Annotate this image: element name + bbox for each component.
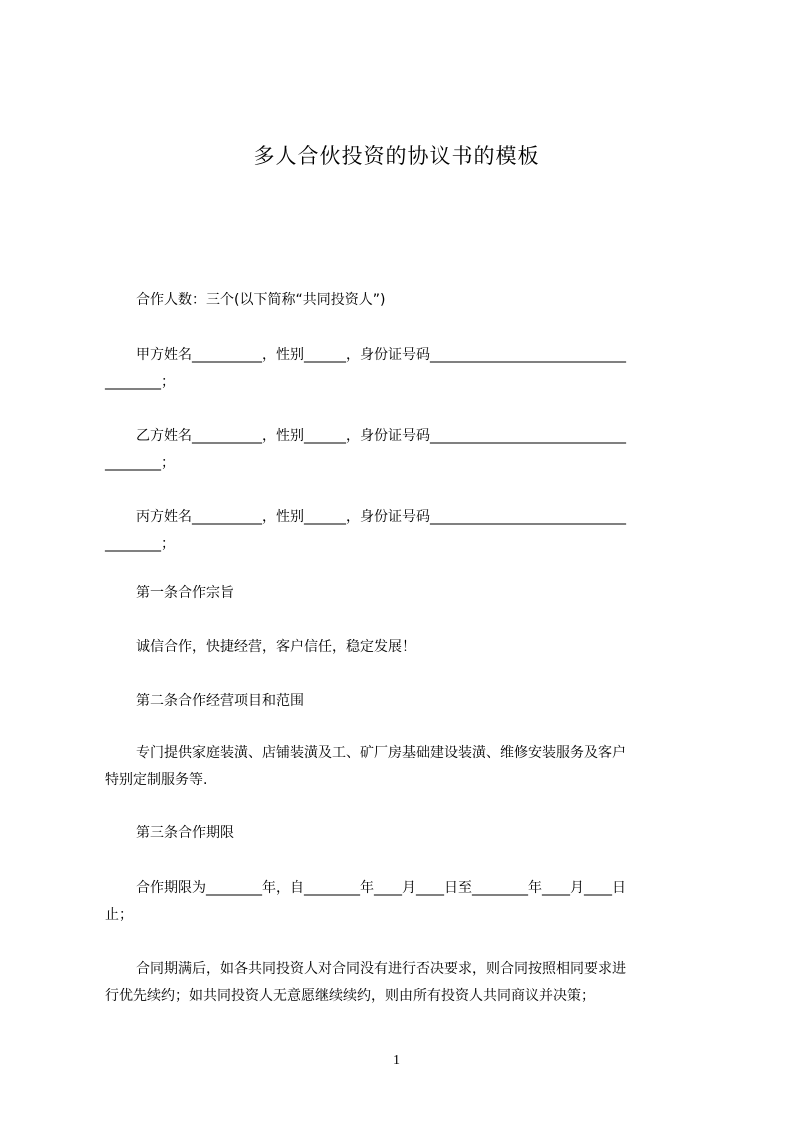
paragraph-article-2-cont: 特别定制服务等. [105, 772, 208, 788]
heading-article-1: 第一条合作宗旨 [136, 585, 234, 601]
heading-article-3: 第三条合作期限 [136, 825, 234, 841]
paragraph-party-c: 丙方姓名__________，性别______，身份证号码____________________________ [136, 509, 626, 525]
paragraph-party-a: 甲方姓名__________，性别______，身份证号码____________________________ [136, 347, 626, 363]
paragraph-article-3-renewal-cont: 行优先续约；如共同投资人无意愿继续续约，则由所有投资人共同商议并决策； [105, 988, 595, 1004]
document-title: 多人合伙投资的协议书的模板 [253, 144, 540, 168]
paragraph-party-b: 乙方姓名__________，性别______，身份证号码____________________________ [136, 428, 626, 444]
heading-article-2: 第二条合作经营项目和范围 [136, 693, 304, 709]
paragraph-article-3-term-cont: 止； [105, 907, 133, 923]
paragraph-article-1: 诚信合作，快捷经营，客户信任，稳定发展！ [136, 639, 416, 655]
paragraph-party-b-cont: ________； [105, 455, 175, 471]
paragraph-party-a-cont: ________； [105, 374, 175, 390]
paragraph-article-2: 专门提供家庭装潢、店铺装潢及工、矿厂房基础建设装潢、维修安装服务及客户 [136, 745, 626, 761]
paragraph-party-c-cont: ________； [105, 536, 175, 552]
paragraph-partners-count: 合作人数：三个(以下简称“共同投资人”) [136, 292, 386, 308]
page-number: 1 [393, 1053, 400, 1068]
paragraph-article-3-term: 合作期限为________年，自________年____月____日至________年____月____日 [136, 880, 626, 896]
paragraph-article-3-renewal: 合同期满后，如各共同投资人对合同没有进行否决要求，则合同按照相同要求进 [136, 961, 626, 977]
